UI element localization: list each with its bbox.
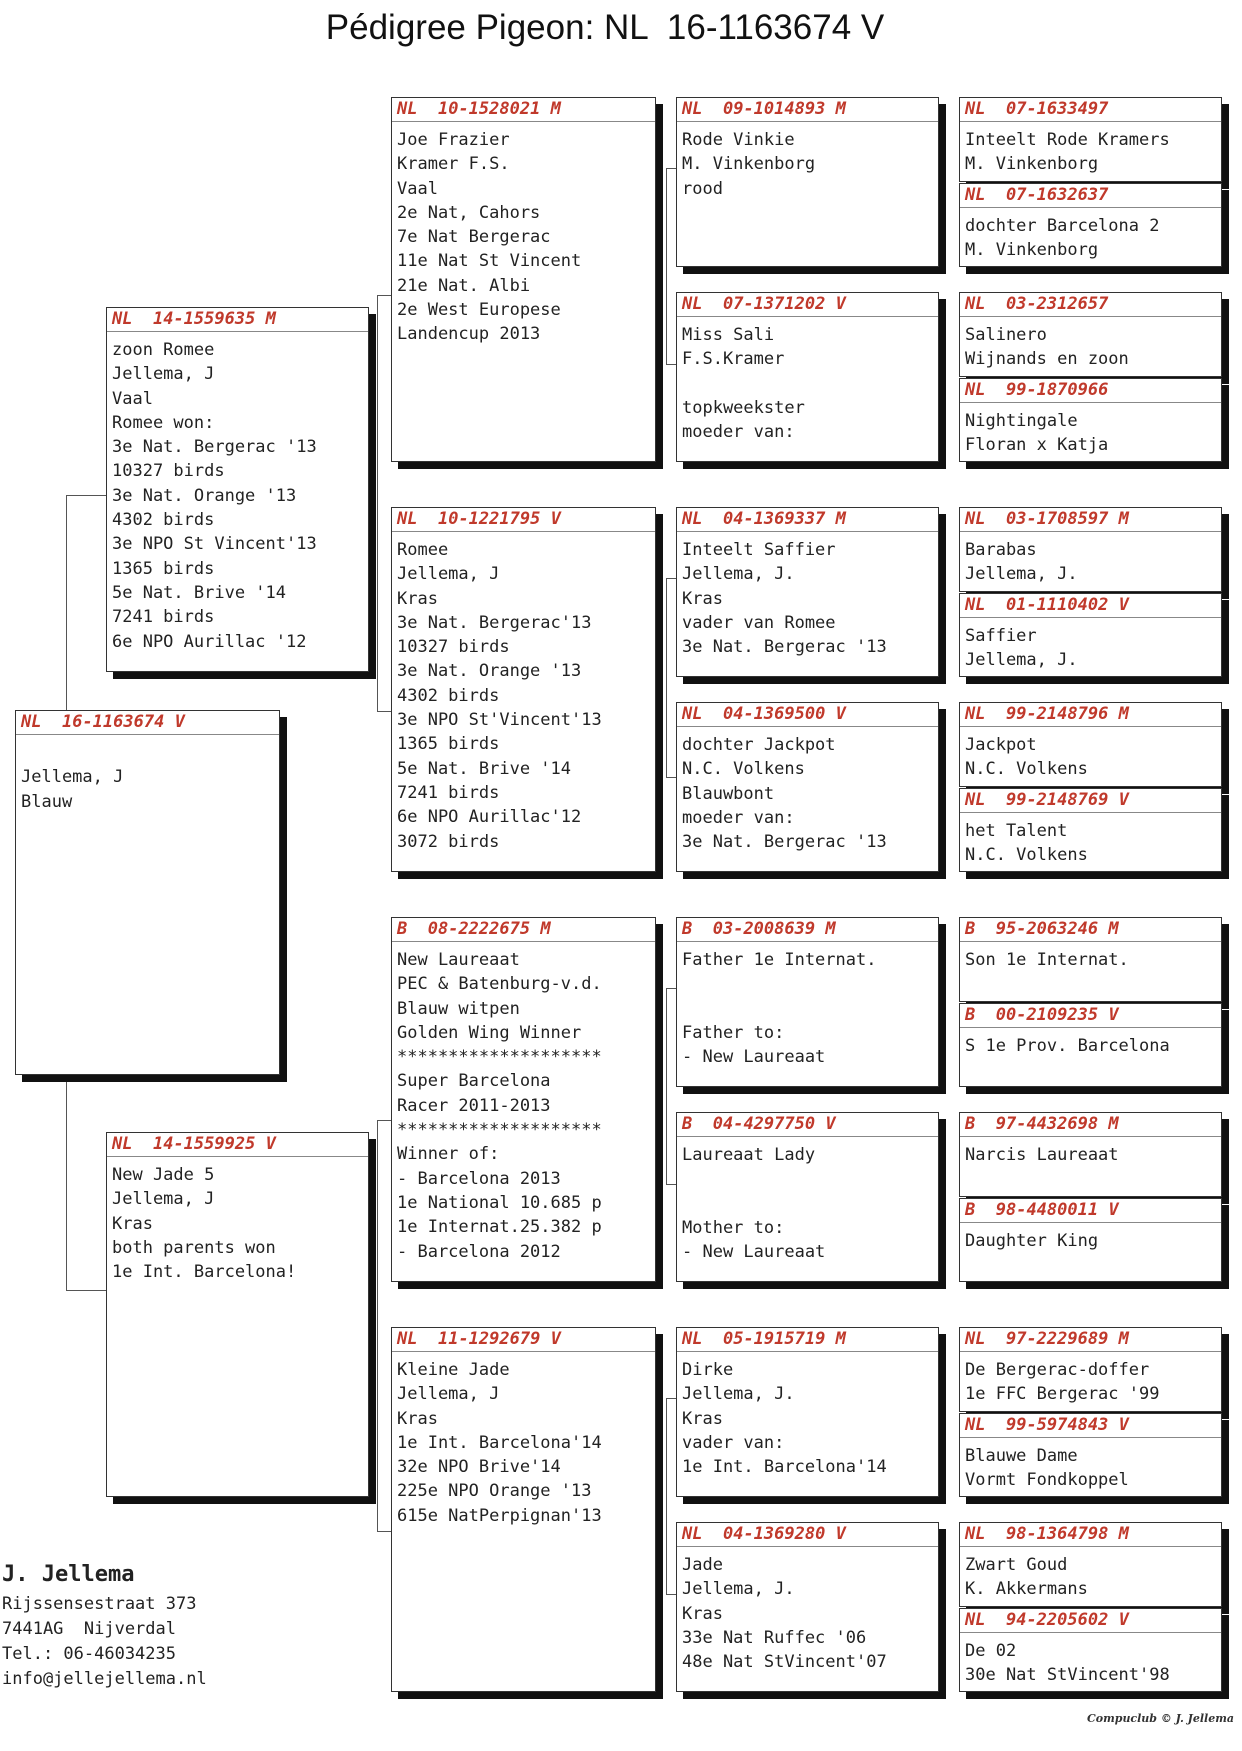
pigeon-info-line: Jellema, J. xyxy=(965,564,1078,585)
pigeon-info-line: 7e Nat Bergerac xyxy=(397,227,551,248)
pigeon-info-line: De Bergerac-doffer xyxy=(965,1360,1150,1380)
pigeon-info-line: 1365 birds xyxy=(397,734,500,755)
ring-header: NL 04-1369280 V xyxy=(677,1523,938,1547)
pigeon-info-line: F.S.Kramer xyxy=(682,349,785,370)
ring-header: NL 04-1369500 V xyxy=(677,703,938,727)
pigeon-info-line: 10327 birds xyxy=(397,637,510,658)
pigeon-info-line: Father 1e Internat. xyxy=(682,950,877,970)
pigeon-info-line: Blauw witpen xyxy=(397,998,520,1019)
pigeon-info-line: 21e Nat. Albi xyxy=(397,275,531,296)
pigeon-info-line: 2e Nat, Cahors xyxy=(397,202,541,223)
pigeon-info-line: K. Akkermans xyxy=(965,1579,1088,1600)
pigeon-card-subject xyxy=(15,710,280,1075)
pigeon-info-line: Jellema, J. xyxy=(682,1384,795,1405)
pigeon-card-great-grandparent xyxy=(676,917,939,1087)
ring-header: NL 03-1708597 M xyxy=(960,508,1221,532)
pigeon-info-line: New Jade 5 xyxy=(112,1165,215,1185)
pigeon-card-great-grandparent xyxy=(676,1522,939,1692)
ring-header: B 00-2109235 V xyxy=(960,1004,1221,1028)
pigeon-info-line: 1365 birds xyxy=(112,558,215,579)
pigeon-info-line: 3e Nat. Bergerac '13 xyxy=(682,637,887,658)
breeder-name: J. Jellema xyxy=(2,1562,135,1587)
pigeon-info-line: Vormt Fondkoppel xyxy=(965,1470,1129,1491)
ring-header: NL 10-1221795 V xyxy=(392,508,655,532)
pigeon-info-line: Kras xyxy=(397,588,438,609)
pigeon-info-line: PEC & Batenburg-v.d. xyxy=(397,974,602,995)
pigeon-info-line: - New Laureaat xyxy=(682,1047,826,1068)
pigeon-info-line: 4302 birds xyxy=(397,685,500,706)
pigeon-info-line: Zwart Goud xyxy=(965,1555,1068,1575)
pigeon-card-gen4 xyxy=(959,1413,1222,1497)
ring-header: NL 01-1110402 V xyxy=(960,594,1221,618)
ring-header: NL 07-1371202 V xyxy=(677,293,938,317)
pigeon-info-line: Nightingale xyxy=(965,411,1078,431)
pigeon-info-line: Jellema, J. xyxy=(965,650,1078,671)
pigeon-info-line: 48e Nat StVincent'07 xyxy=(682,1652,887,1673)
pigeon-info-line: Kramer F.S. xyxy=(397,154,510,175)
connector-line xyxy=(377,1120,392,1532)
ring-header: NL 98-1364798 M xyxy=(960,1523,1221,1547)
pigeon-info-line: Jellema, J xyxy=(112,364,215,385)
pigeon-info-line: 5e Nat. Brive '14 xyxy=(397,758,571,779)
pigeon-info-line: ******************** xyxy=(397,1047,602,1068)
pigeon-card-great-grandparent xyxy=(676,507,939,677)
pigeon-info-line: Rode Vinkie xyxy=(682,130,795,150)
pigeon-info-line: 3e Nat. Bergerac '13 xyxy=(682,832,887,853)
pigeon-info-line: Jackpot xyxy=(965,735,1037,755)
pigeon-info-line: Mother to: xyxy=(682,1217,785,1238)
pigeon-info-line: 6e NPO Aurillac'12 xyxy=(397,807,582,828)
pigeon-info-line: both parents won xyxy=(112,1237,276,1258)
pigeon-info-line: 32e NPO Brive'14 xyxy=(397,1457,561,1478)
pigeon-info-line: het Talent xyxy=(965,821,1068,841)
pigeon-card-gen4 xyxy=(959,702,1222,787)
pigeon-info-line: Jellema, J xyxy=(21,767,124,788)
pigeon-info-line: S 1e Prov. Barcelona xyxy=(965,1036,1170,1056)
pigeon-info-line xyxy=(682,972,938,996)
pigeon-info-line: N.C. Volkens xyxy=(965,759,1088,780)
pigeon-card-gen4 xyxy=(959,1522,1222,1607)
pigeon-info-line: Salinero xyxy=(965,325,1047,345)
ring-header: B 98-4480011 V xyxy=(960,1199,1221,1223)
pigeon-info-line: Barabas xyxy=(965,540,1037,560)
breeder-info xyxy=(2,1558,207,1692)
pigeon-info-line: 5e Nat. Brive '14 xyxy=(112,582,286,603)
pigeon-info-line: Kras xyxy=(112,1213,153,1234)
pigeon-card-gen4 xyxy=(959,593,1222,677)
pigeon-info-line: Racer 2011-2013 xyxy=(397,1095,551,1116)
breeder-email[interactable]: info@jellejellema.nl xyxy=(2,1669,207,1689)
pigeon-info-line xyxy=(21,741,279,765)
pigeon-info-line: Kras xyxy=(397,1408,438,1429)
pigeon-info-line: vader van: xyxy=(682,1432,785,1453)
pigeon-info-line: M. Vinkenborg xyxy=(965,154,1099,175)
pigeon-info-line: - New Laureaat xyxy=(682,1242,826,1263)
pigeon-info-line: M. Vinkenborg xyxy=(682,154,816,175)
pigeon-card-gen4 xyxy=(959,1327,1222,1412)
pigeon-info-line: 1e Int. Barcelona! xyxy=(112,1262,297,1283)
pigeon-info-line: N.C. Volkens xyxy=(682,759,805,780)
ring-header: B 95-2063246 M xyxy=(960,918,1221,942)
pigeon-info-line: - Barcelona 2013 xyxy=(397,1168,561,1189)
pigeon-card-gen4 xyxy=(959,1608,1222,1692)
pigeon-info-line: Jellema, J xyxy=(112,1189,215,1210)
pigeon-card-great-grandparent xyxy=(676,292,939,462)
pigeon-info-line xyxy=(682,372,938,396)
ring-header: NL 94-2205602 V xyxy=(960,1609,1221,1633)
pigeon-info-line: Landencup 2013 xyxy=(397,324,541,345)
ring-header: NL 14-1559925 V xyxy=(107,1133,368,1157)
pigeon-info-line: Romee xyxy=(397,540,449,560)
pigeon-info-line: Inteelt Rode Kramers xyxy=(965,130,1170,150)
pigeon-card-gen4 xyxy=(959,97,1222,182)
ring-header: NL 07-1633497 xyxy=(960,98,1221,122)
pigeon-card-grandparent xyxy=(391,1327,656,1692)
ring-header: B 08-2222675 M xyxy=(392,918,655,942)
ring-header: NL 99-2148769 V xyxy=(960,789,1221,813)
pigeon-info-line: Laureaat Lady xyxy=(682,1145,816,1165)
ring-header: NL 10-1528021 M xyxy=(392,98,655,122)
pigeon-info-line xyxy=(682,997,938,1021)
pigeon-info-line: Vaal xyxy=(112,388,153,409)
ring-header: NL 03-2312657 xyxy=(960,293,1221,317)
pigeon-info-line: New Laureaat xyxy=(397,950,520,970)
ring-header: NL 05-1915719 M xyxy=(677,1328,938,1352)
pigeon-info-line: Jade xyxy=(682,1555,723,1575)
pigeon-info-line: 7241 birds xyxy=(397,782,500,803)
pigeon-info-line: rood xyxy=(682,178,723,199)
pigeon-info-line: zoon Romee xyxy=(112,340,215,360)
pigeon-info-line: 7241 birds xyxy=(112,607,215,628)
pigeon-info-line: ******************** xyxy=(397,1120,602,1141)
pigeon-info-line: 3e Nat. Orange '13 xyxy=(397,661,582,682)
ring-header: NL 11-1292679 V xyxy=(392,1328,655,1352)
ring-header: NL 09-1014893 M xyxy=(677,98,938,122)
pigeon-info-line: 10327 birds xyxy=(112,461,225,482)
pigeon-info-line: 3e Nat. Bergerac'13 xyxy=(397,612,592,633)
pigeon-card-grandparent xyxy=(391,507,656,872)
ring-header: B 03-2008639 M xyxy=(677,918,938,942)
connector-line xyxy=(66,1080,107,1291)
pigeon-info-line: Kras xyxy=(682,588,723,609)
pigeon-info-line: Blauwe Dame xyxy=(965,1446,1078,1466)
ring-header: NL 97-2229689 M xyxy=(960,1328,1221,1352)
pigeon-info-line: 1e FFC Bergerac '99 xyxy=(965,1384,1160,1405)
ring-header: NL 99-2148796 M xyxy=(960,703,1221,727)
pigeon-info-line: M. Vinkenborg xyxy=(965,240,1099,261)
pigeon-info-line: Dirke xyxy=(682,1360,734,1380)
pigeon-info-line: 30e Nat StVincent'98 xyxy=(965,1665,1170,1686)
pigeon-card-mother xyxy=(106,1132,369,1497)
connector-line xyxy=(377,295,392,712)
pigeon-info-line: Kras xyxy=(682,1408,723,1429)
pigeon-info-line: Golden Wing Winner xyxy=(397,1022,582,1043)
pigeon-info-line: 615e NatPerpignan'13 xyxy=(397,1505,602,1526)
pigeon-card-great-grandparent xyxy=(676,1112,939,1282)
pigeon-info-line: dochter Barcelona 2 xyxy=(965,216,1160,236)
pigeon-info-line: 3e NPO St Vincent'13 xyxy=(112,534,317,555)
pigeon-info-line: 3e Nat. Orange '13 xyxy=(112,485,297,506)
pigeon-info-line: Romee won: xyxy=(112,412,215,433)
pigeon-info-line: Daughter King xyxy=(965,1231,1099,1251)
pigeon-info-line: Kras xyxy=(682,1603,723,1624)
pigeon-info-line: 6e NPO Aurillac '12 xyxy=(112,631,307,652)
pigeon-info-line: topkweekster xyxy=(682,397,805,418)
pigeon-info-line: Winner of: xyxy=(397,1144,500,1165)
pigeon-card-gen4 xyxy=(959,378,1222,462)
pigeon-info-line: Jellema, J. xyxy=(682,564,795,585)
pigeon-info-line xyxy=(682,1167,938,1191)
ring-header: NL 14-1559635 M xyxy=(107,308,368,332)
pigeon-card-gen4 xyxy=(959,1003,1222,1087)
pigeon-info-line: 1e Int. Barcelona'14 xyxy=(397,1432,602,1453)
pigeon-card-gen4 xyxy=(959,1198,1222,1282)
copyright-note: Compuclub © J. Jellema xyxy=(1087,1712,1234,1725)
pigeon-info-line: 3e Nat. Bergerac '13 xyxy=(112,437,317,458)
pigeon-info-line: Saffier xyxy=(965,626,1037,646)
pigeon-info-line: Blauwbont xyxy=(682,783,775,804)
pigeon-info-line: 225e NPO Orange '13 xyxy=(397,1481,592,1502)
pigeon-card-gen4 xyxy=(959,183,1222,267)
pigeon-info-line: - Barcelona 2012 xyxy=(397,1241,561,1262)
pigeon-info-line: 4302 birds xyxy=(112,510,215,531)
breeder-street: Rijssensestraat 373 xyxy=(2,1594,197,1614)
pigeon-info-line: dochter Jackpot xyxy=(682,735,836,755)
connector-line xyxy=(66,495,107,711)
pigeon-card-father xyxy=(106,307,369,672)
pigeon-info-line: 3072 birds xyxy=(397,831,500,852)
pigeon-card-gen4 xyxy=(959,507,1222,592)
pigeon-info-line: moeder van: xyxy=(682,422,795,443)
pigeon-info-line: Miss Sali xyxy=(682,325,775,345)
pigeon-card-grandparent xyxy=(391,917,656,1282)
pigeon-card-gen4 xyxy=(959,292,1222,377)
pigeon-info-line: N.C. Volkens xyxy=(965,845,1088,866)
pigeon-card-gen4 xyxy=(959,917,1222,1002)
pigeon-info-line: 1e Internat.25.382 p xyxy=(397,1217,602,1238)
pigeon-card-grandparent xyxy=(391,97,656,462)
pigeon-info-line: Narcis Laureaat xyxy=(965,1145,1119,1165)
pigeon-info-line: 3e NPO St'Vincent'13 xyxy=(397,710,602,731)
pigeon-info-line: Floran x Katja xyxy=(965,435,1109,456)
pigeon-card-great-grandparent xyxy=(676,97,939,267)
ring-header: NL 04-1369337 M xyxy=(677,508,938,532)
pigeon-info-line: Super Barcelona xyxy=(397,1071,551,1092)
pigeon-info-line: Father to: xyxy=(682,1022,785,1043)
pigeon-card-gen4 xyxy=(959,788,1222,872)
pigeon-info-line: Blauw xyxy=(21,791,73,812)
pigeon-card-great-grandparent xyxy=(676,702,939,872)
pigeon-info-line: Wijnands en zoon xyxy=(965,349,1129,370)
pigeon-info-line: Jellema, J xyxy=(397,564,500,585)
pigeon-info-line: Jellema, J. xyxy=(682,1579,795,1600)
pigeon-info-line: De 02 xyxy=(965,1641,1017,1661)
pigeon-info-line: Kleine Jade xyxy=(397,1360,510,1380)
pigeon-info-line: Jellema, J xyxy=(397,1384,500,1405)
ring-header: NL 99-1870966 xyxy=(960,379,1221,403)
pigeon-card-great-grandparent xyxy=(676,1327,939,1497)
pigeon-info-line: Joe Frazier xyxy=(397,130,510,150)
pigeon-info-line: 11e Nat St Vincent xyxy=(397,251,582,272)
ring-header: B 97-4432698 M xyxy=(960,1113,1221,1137)
pigeon-info-line: Inteelt Saffier xyxy=(682,540,836,560)
breeder-city: 7441AG Nijverdal xyxy=(2,1619,176,1639)
ring-header: NL 99-5974843 V xyxy=(960,1414,1221,1438)
pigeon-info-line: 33e Nat Ruffec '06 xyxy=(682,1627,867,1648)
pigeon-info-line: 1e National 10.685 p xyxy=(397,1192,602,1213)
ring-header: NL 07-1632637 xyxy=(960,184,1221,208)
pigeon-info-line xyxy=(682,1192,938,1216)
pigeon-info-line: Vaal xyxy=(397,178,438,199)
pigeon-info-line: 1e Int. Barcelona'14 xyxy=(682,1457,887,1478)
pigeon-info-line: Son 1e Internat. xyxy=(965,950,1129,970)
pigeon-info-line: 2e West Europese xyxy=(397,300,561,321)
pigeon-info-line: vader van Romee xyxy=(682,612,836,633)
page-title: Pédigree Pigeon: NL 16-1163674 V xyxy=(325,8,885,47)
pigeon-card-gen4 xyxy=(959,1112,1222,1197)
pigeon-info-line: moeder van: xyxy=(682,807,795,828)
ring-header: NL 16-1163674 V xyxy=(16,711,279,735)
ring-header: B 04-4297750 V xyxy=(677,1113,938,1137)
breeder-phone: Tel.: 06-46034235 xyxy=(2,1644,176,1664)
